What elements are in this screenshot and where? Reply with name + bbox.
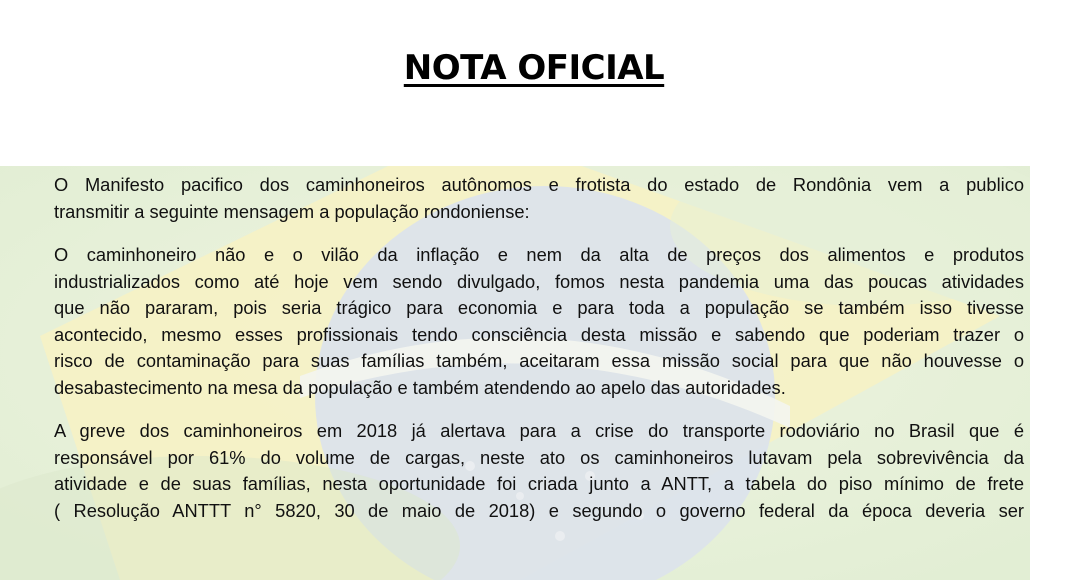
paragraph-line: O caminhoneiro não e o vilão da inflação e nem da alta de preços dos alimentos e produtos bbox=[54, 244, 1024, 265]
document-body bbox=[54, 172, 1024, 541]
paragraph-line: A greve dos caminhoneiros em 2018 já alertava para a crise do transporte rodoviário no Brasil que é bbox=[54, 420, 1024, 441]
paragraph-line: desabastecimento na mesa da população e também atendendo ao apelo das autoridades. bbox=[54, 376, 786, 398]
paragraph-line: acontecido, mesmo esses profissionais tendo consciência desta missão e sabendo que poderiam trazer o bbox=[54, 323, 1024, 345]
paragraph-line: que não pararam, pois seria trágico para economia e para toda a população se também isso tivesse bbox=[54, 297, 1024, 318]
paragraph-line: O Manifesto pacifico dos caminhoneiros autônomos e frotista do estado de Rondônia vem a publico bbox=[54, 174, 1024, 195]
paragraph-line: transmitir a seguinte mensagem a população rondoniense: bbox=[54, 200, 530, 222]
paragraph-1 bbox=[54, 172, 1024, 225]
paragraph-line: responsável por 61% do volume de cargas, neste ato os caminhoneiros lutavam pela sobrevivência da bbox=[54, 446, 1024, 468]
paragraph-line: industrializados como até hoje vem sendo divulgado, fomos nesta pandemia uma das poucas atividades bbox=[54, 270, 1024, 292]
paragraph-3 bbox=[54, 418, 1024, 524]
paragraph-line: ( Resolução ANTTT n° 5820, 30 de maio de 2018) e segundo o governo federal da época deveria ser bbox=[54, 499, 1024, 521]
paragraph-2 bbox=[54, 242, 1024, 401]
paragraph-line: atividade e de suas famílias, nesta oportunidade foi criada junto a ANTT, a tabela do piso mínimo de frete bbox=[54, 473, 1024, 494]
document-title: NOTA OFICIAL bbox=[403, 48, 665, 88]
paragraph-line: risco de contaminação para suas famílias também, aceitaram essa missão social para que não houvesse o bbox=[54, 350, 1024, 371]
